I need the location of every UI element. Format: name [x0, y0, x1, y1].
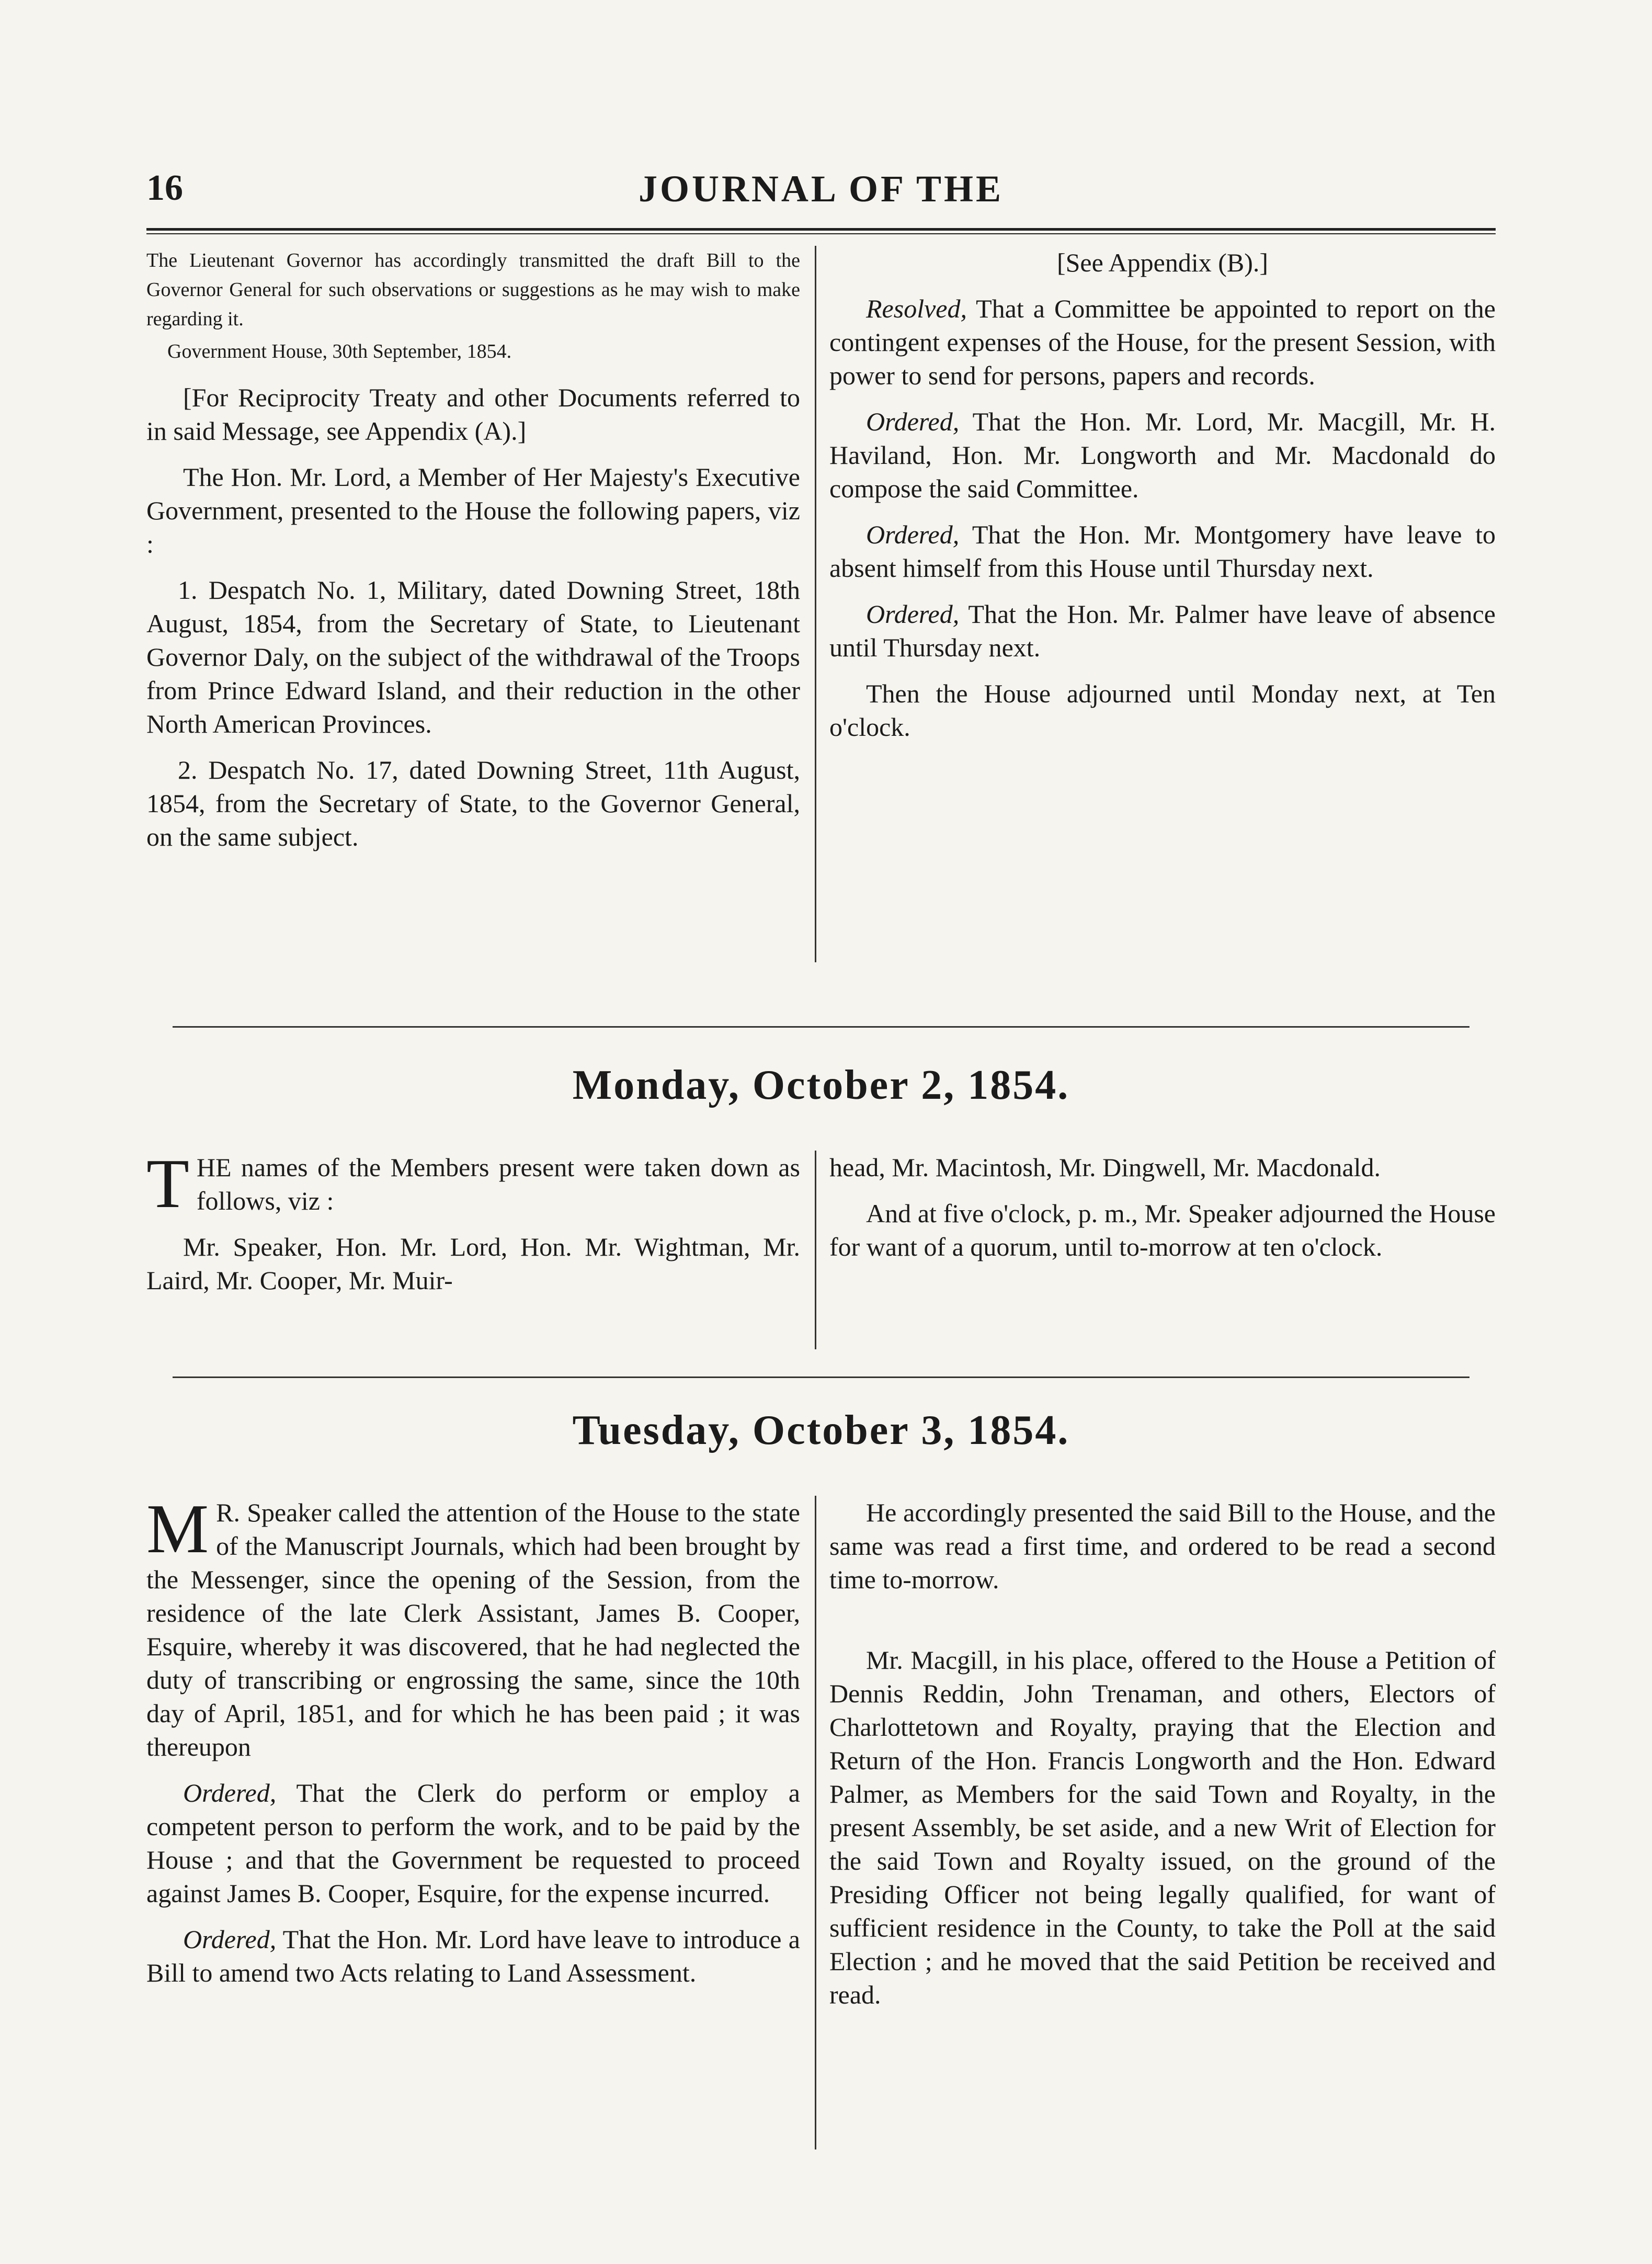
drop-cap: M: [146, 1490, 209, 1567]
column-divider: [815, 1151, 816, 1349]
adjournment-paragraph: And at five o'clock, p. m., Mr. Speaker adjourned the House for want of a quorum, until to-morrow at ten o'clock.: [829, 1199, 1496, 1261]
left-column: [146, 246, 800, 866]
ordered-text: That the Hon. Mr. Lord have leave to introduce a Bill to amend two Acts relating to Land Assessment.: [146, 1925, 800, 1987]
section-continued: [146, 246, 1496, 962]
monday-heading: Monday, October 2, 1854.: [572, 1062, 1070, 1108]
resolved-lead: Resolved,: [866, 294, 967, 323]
monday-section: [146, 1145, 1496, 1349]
column-divider: [815, 1496, 816, 2149]
ordered-paragraph: [829, 597, 1496, 664]
ordered-text: That the Hon. Mr. Lord, Mr. Macgill, Mr. H. Haviland, Hon. Mr. Longworth and Mr. Macdonald do compose the said Committee.: [829, 407, 1496, 503]
ordered-lead: Ordered,: [183, 1778, 277, 1807]
header-rule: [146, 228, 1496, 234]
section-rule: [173, 1376, 1469, 1378]
ordered-text: That the Hon. Mr. Montgomery have leave to absent himself from this House until Thursday next.: [829, 520, 1496, 583]
note-signature: Government House, 30th September, 1854.: [167, 340, 512, 362]
speaker-paragraph: [146, 1490, 800, 1764]
page-header: [146, 167, 1496, 230]
ordered-text: That the Hon. Mr. Palmer have leave of absence until Thursday next.: [829, 599, 1496, 662]
speaker-text: R. Speaker called the attention of the House to the state of the Manuscript Journals, which had been brought by the Messenger, since the opening of the Session, from the residence of the late Clerk Assistant, James B. Cooper, Esquire, whereby it was discovered, that he had neglected the duty of transcribing or engrossing the same, since the 10th day of April, 1851, and for which he has been paid ; it was thereupon: [146, 1498, 800, 1761]
resolved-paragraph: [829, 292, 1496, 392]
ordered-lead: Ordered,: [866, 599, 960, 629]
page-number: 16: [146, 168, 183, 208]
members-list-continued: head, Mr. Macintosh, Mr. Dingwell, Mr. Macdonald.: [829, 1153, 1381, 1182]
members-intro: [146, 1145, 800, 1222]
reciprocity-reference: [For Reciprocity Treaty and other Documents referred to in said Message, see Appendix (A).]: [146, 383, 800, 446]
appendix-reference: [See Appendix (B).]: [1056, 248, 1269, 277]
members-list: Mr. Speaker, Hon. Mr. Lord, Hon. Mr. Wightman, Mr. Laird, Mr. Cooper, Mr. Muir-: [146, 1232, 800, 1295]
adjournment-paragraph: Then the House adjourned until Monday next, at Ten o'clock.: [829, 679, 1496, 742]
left-column: [146, 1490, 800, 2002]
ordered-lead: Ordered,: [866, 407, 960, 436]
section-rule: [173, 1026, 1469, 1028]
paper-item-2: 2. Despatch No. 17, dated Downing Street, 11th August, 1854, from the Secretary of State, to the Governor General, on the same subject.: [146, 755, 800, 851]
ordered-paragraph: [146, 1922, 800, 1989]
lieutenant-governor-note: The Lieutenant Governor has accordingly transmitted the draft Bill to the Governor General for such observations or suggestions as he may wish to make regarding it.: [146, 249, 800, 330]
ordered-text: That the Clerk do perform or employ a competent person to perform the work, and to be paid by the House ; and that the Government be requested to proceed against James B. Cooper, Esquire, for the expense incurred.: [146, 1778, 800, 1908]
running-title: JOURNAL OF THE: [638, 168, 1004, 210]
paper-item-1: 1. Despatch No. 1, Military, dated Downing Street, 18th August, 1854, from the Secretary of State, to Lieutenant Governor Daly, on the subject of the withdrawal of the Troops from Prince Edward Island, and their reduction in the other North American Provinces.: [146, 575, 800, 738]
ordered-paragraph: [829, 518, 1496, 585]
resolved-text: That a Committee be appointed to report on the contingent expenses of the House, for the present Session, with power to send for persons, papers and records.: [829, 294, 1496, 390]
ordered-lead: Ordered,: [183, 1925, 277, 1954]
petition-paragraph: Mr. Macgill, in his place, offered to the House a Petition of Dennis Reddin, John Trenaman, and others, Electors of Charlottetown and Royalty, praying that the Election and Return of the Hon. Francis Longworth and the Hon. Edward Palmer, as Members for the said Town and Royalty, in the present Assembly, be set aside, and a new Writ of Election for the said Town and Royalty issued, on the ground of the Presiding Officer not being legally qualified, for want of sufficient residence in the County, to take the Poll at the said Election ; and he moved that the said Petition be received and read.: [829, 1645, 1496, 2009]
members-intro-text: HE names of the Members present were taken down as follows, viz :: [196, 1153, 800, 1215]
right-column: [829, 246, 1496, 756]
right-column: [829, 1496, 1496, 2024]
tuesday-section: [146, 1490, 1496, 2149]
drop-cap: T: [146, 1145, 189, 1222]
right-column: [829, 1151, 1496, 1276]
ordered-paragraph: [146, 1776, 800, 1910]
ordered-lead: Ordered,: [866, 520, 960, 549]
tuesday-heading: Tuesday, October 3, 1854.: [572, 1407, 1070, 1453]
ordered-paragraph: [829, 405, 1496, 505]
column-divider: [815, 246, 816, 962]
papers-intro: The Hon. Mr. Lord, a Member of Her Majesty's Executive Government, presented to the House the following papers, viz :: [146, 462, 800, 559]
left-column: [146, 1145, 800, 1310]
bill-paragraph: He accordingly presented the said Bill to the House, and the same was read a first time, and ordered to be read a second time to-morrow.: [829, 1498, 1496, 1594]
